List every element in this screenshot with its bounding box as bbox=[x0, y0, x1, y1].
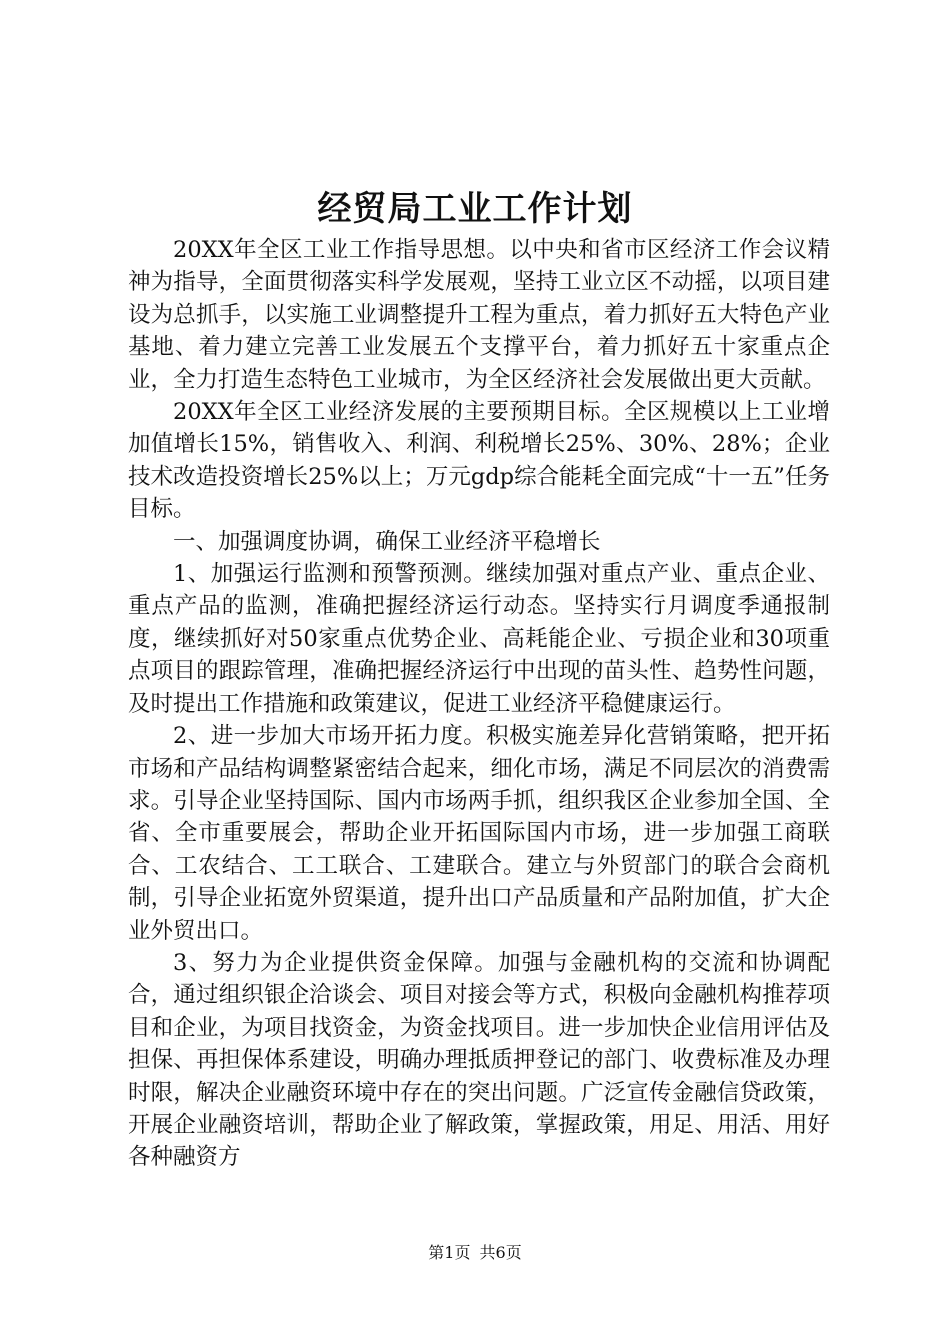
document-title: 经贸局工业工作计划 bbox=[317, 189, 633, 229]
paragraph-item-2: 2、进一步加大市场开拓力度。积极实施差异化营销策略，把开拓市场和产品结构调整紧密结合起来，细化市场，满足不同层次的消费需求。引导企业坚持国际、国内市场两手抓，组织我区企业参加全国、全省、全市重要展会，帮助企业开拓国际国内市场，进一步加强工商联合、工农结合、工工联合、工建联合。建立与外贸部门的联合会商机制，引导企业拓宽外贸渠道，提升出口产品质量和产品附加值，扩大企业外贸出口。 bbox=[128, 723, 830, 944]
paragraph-guiding-thought: 20XX年全区工业工作指导思想。以中央和省市区经济工作会议精神为指导，全面贯彻落实科学发展观，坚持工业立区不动摇，以项目建设为总抓手，以实施工业调整提升工程为重点，着力抓好五大特色产业基地、着力建立完善工业发展五个支撑平台，着力抓好五十家重点企业，全力打造生态特色工业城市，为全区经济社会发展做出更大贡献。 bbox=[128, 237, 830, 393]
page-number: 第1页 bbox=[428, 1243, 471, 1262]
paragraph-item-3: 3、努力为企业提供资金保障。加强与金融机构的交流和协调配合，通过组织银企洽谈会、项目对接会等方式，积极向金融机构推荐项目和企业，为项目找资金，为资金找项目。进一步加快企业信用评估及担保、再担保体系建设，明确办理抵质押登记的部门、收费标准及办理时限，解决企业融资环境中存在的突出问题。广泛宣传金融信贷政策，开展企业融资培训，帮助企业了解政策，掌握政策，用足、用活、用好各种融资方 bbox=[128, 949, 830, 1171]
page-total: 共6页 bbox=[479, 1243, 522, 1262]
paragraph-item-1: 1、加强运行监测和预警预测。继续加强对重点产业、重点企业、重点产品的监测，准确把握经济运行动态。坚持实行月调度季通报制度，继续抓好对50家重点优势企业、高耗能企业、亏损企业和30项重点项目的跟踪管理，准确把握经济运行中出现的苗头性、趋势性问题，及时提出工作措施和政策建议，促进工业经济平稳健康运行。 bbox=[128, 561, 830, 717]
section-heading-1: 一、加强调度协调，确保工业经济平稳增长 bbox=[173, 528, 601, 555]
document-body bbox=[128, 234, 830, 1174]
paragraph-expected-targets: 20XX年全区工业经济发展的主要预期目标。全区规模以上工业增加值增长15%，销售收入、利润、利税增长25%、30%、28%；企业技术改造投资增长25%以上；万元gdp综合能耗全面完成“十一五”任务目标。 bbox=[128, 399, 830, 523]
page-footer bbox=[0, 1242, 950, 1264]
